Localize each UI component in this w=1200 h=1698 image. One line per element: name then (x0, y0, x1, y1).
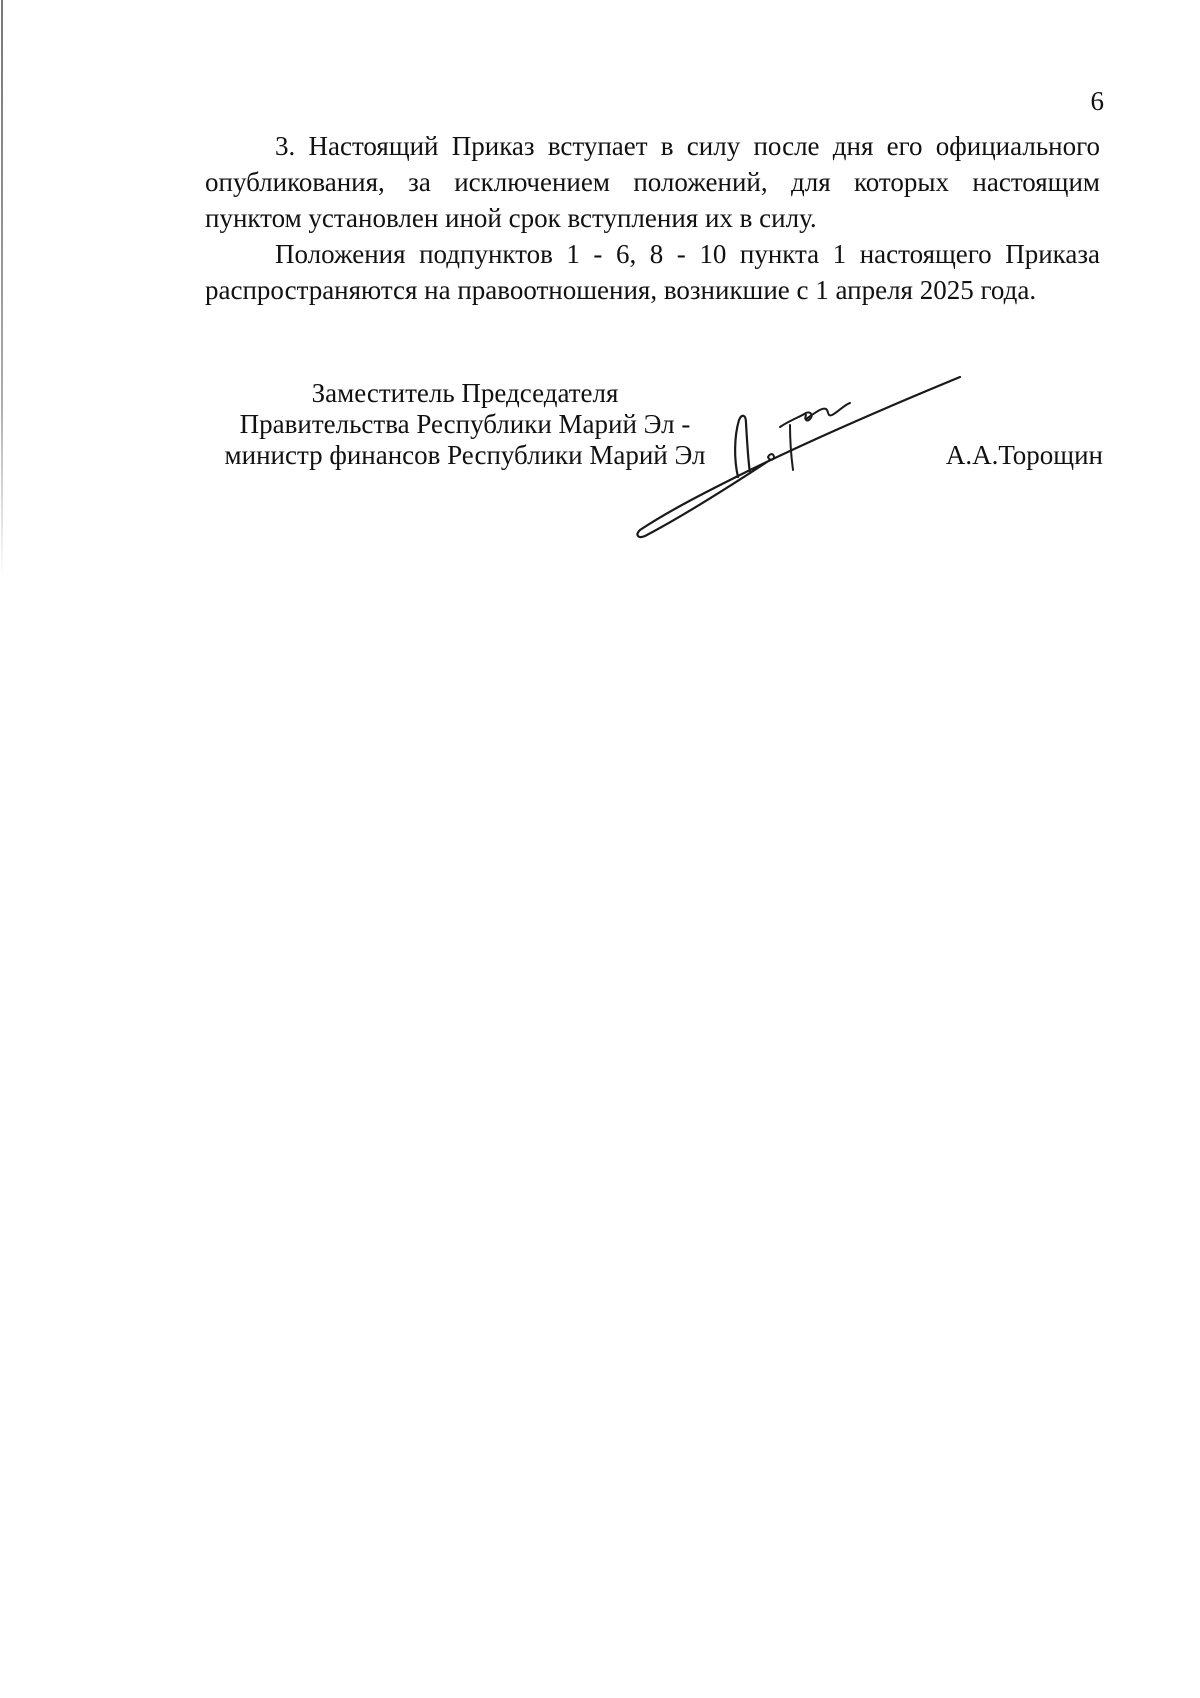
paragraph-entry-into-force: 3. Настоящий Приказ вступает в силу после дня его официального опубликования, за исключением положений, для которых настоящим пунктом установлен иной срок вступления их в силу. (205, 131, 1100, 233)
document-body (205, 128, 1100, 308)
signatory-name: А.А.Торощин (945, 440, 1103, 470)
signature-loop-stroke (735, 416, 750, 477)
signatory-position-line: Заместитель Председателя (311, 378, 619, 408)
signatory-position-line: министр финансов Республики Марий Эл (224, 440, 706, 470)
handwritten-signature (630, 365, 970, 565)
signature-dot-stroke (768, 454, 774, 460)
signatory-position-line: Правительства Республики Марий Эл - (239, 409, 691, 439)
scan-edge-shadow (1, 0, 3, 580)
signature-letter-stroke (790, 425, 793, 470)
paragraph-applicability: Положения подпунктов 1 - 6, 8 - 10 пункта 1 настоящего Приказа распространяются на правоотношения, возникшие с 1 апреля 2025 года. (205, 239, 1100, 305)
signature-long-stroke (638, 377, 960, 537)
page-number: 6 (1090, 86, 1104, 116)
signature-letter-stroke (780, 412, 812, 427)
